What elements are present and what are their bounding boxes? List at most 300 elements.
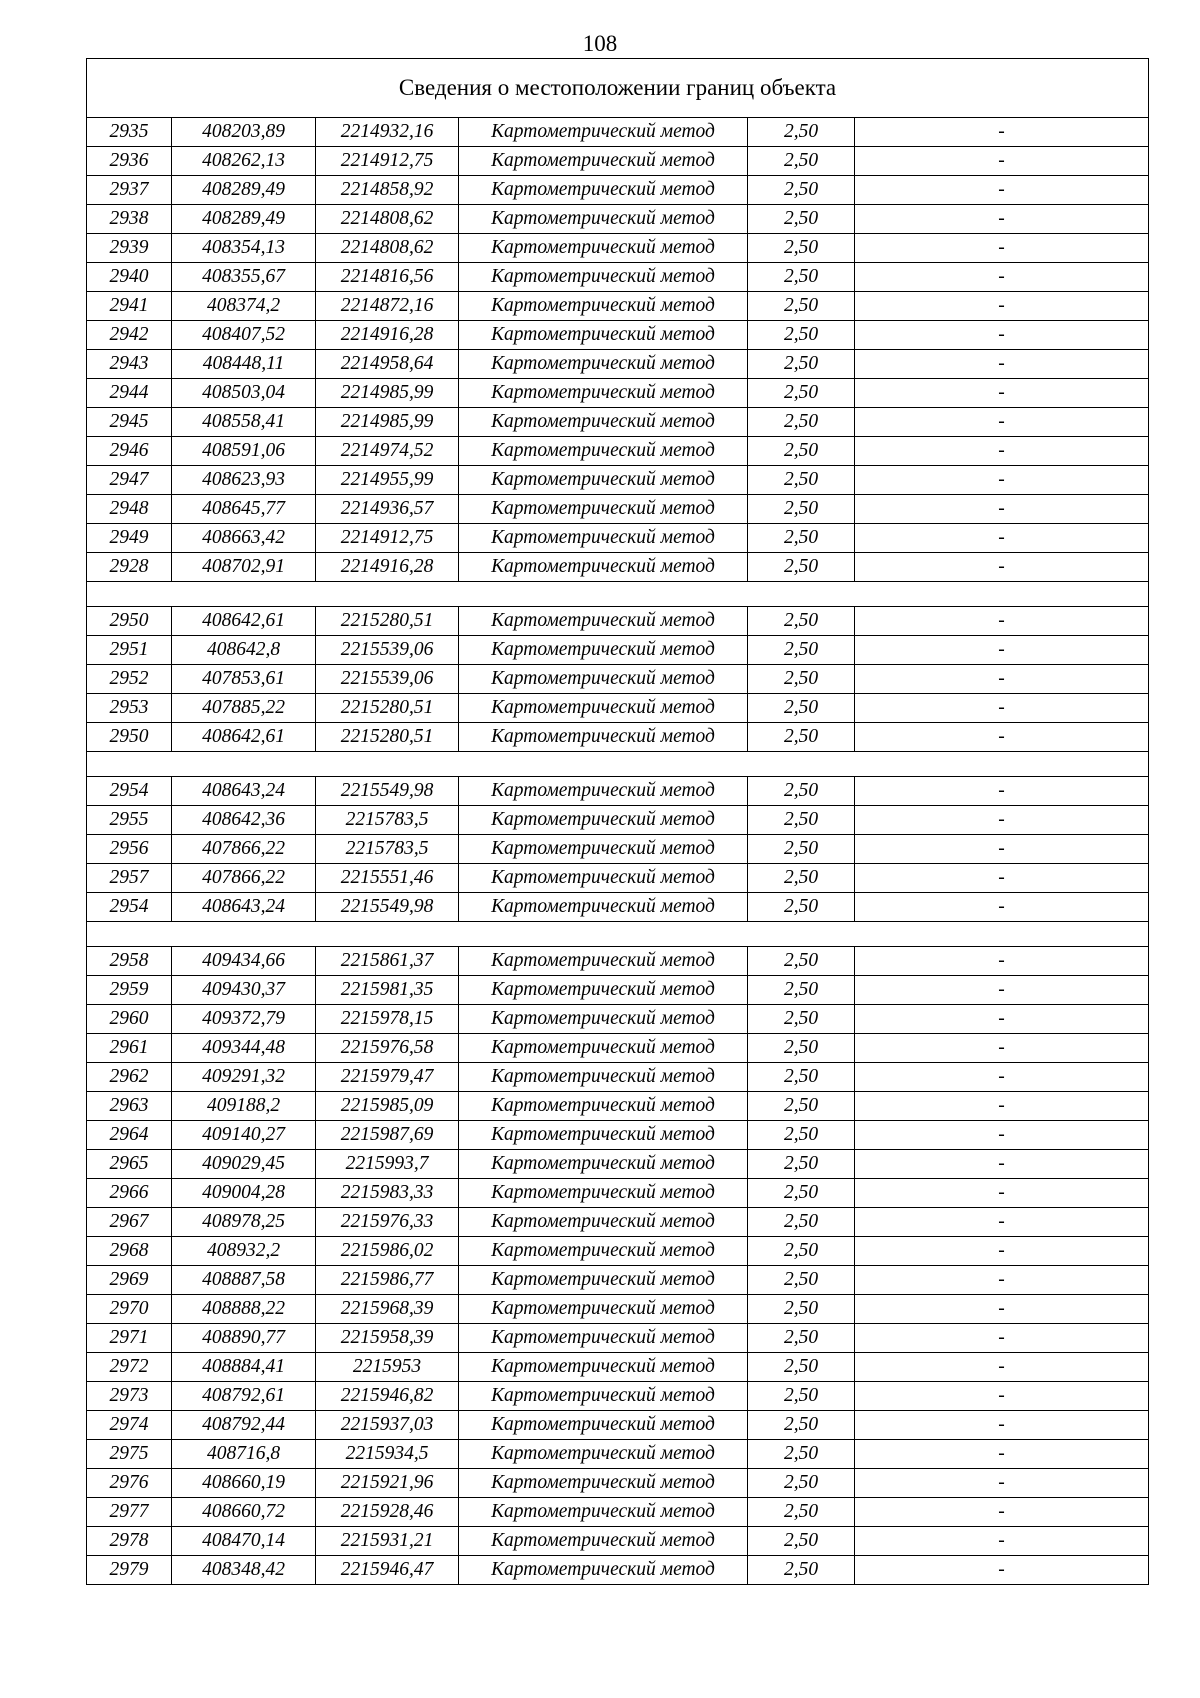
table-row — [87, 263, 1149, 292]
table-row — [87, 1556, 1149, 1585]
description-cell: - — [855, 1121, 1149, 1150]
point-number-cell: 2939 — [87, 234, 172, 263]
y-coordinate-cell: 2215946,82 — [316, 1382, 459, 1411]
accuracy-cell: 2,50 — [748, 1092, 855, 1121]
method-cell: Картометрический метод — [459, 1005, 748, 1034]
table-title-row — [87, 59, 1149, 118]
method-cell: Картометрический метод — [459, 379, 748, 408]
y-coordinate-cell: 2215985,09 — [316, 1092, 459, 1121]
description-cell: - — [855, 777, 1149, 806]
y-coordinate-cell: 2214936,57 — [316, 495, 459, 524]
description-cell: - — [855, 1150, 1149, 1179]
method-cell: Картометрический метод — [459, 723, 748, 752]
point-number-cell: 2959 — [87, 976, 172, 1005]
boundary-table — [86, 58, 1149, 1585]
x-coordinate-cell: 407866,22 — [172, 835, 316, 864]
point-number-cell: 2956 — [87, 835, 172, 864]
accuracy-cell: 2,50 — [748, 147, 855, 176]
x-coordinate-cell: 409140,27 — [172, 1121, 316, 1150]
x-coordinate-cell: 408642,61 — [172, 723, 316, 752]
table-row — [87, 607, 1149, 636]
table-row — [87, 694, 1149, 723]
point-number-cell: 2958 — [87, 947, 172, 976]
point-number-cell: 2950 — [87, 723, 172, 752]
method-cell: Картометрический метод — [459, 263, 748, 292]
y-coordinate-cell: 2214932,16 — [316, 118, 459, 147]
method-cell: Картометрический метод — [459, 1353, 748, 1382]
accuracy-cell: 2,50 — [748, 947, 855, 976]
x-coordinate-cell: 408407,52 — [172, 321, 316, 350]
accuracy-cell: 2,50 — [748, 234, 855, 263]
point-number-cell: 2928 — [87, 553, 172, 582]
table-row — [87, 118, 1149, 147]
method-cell: Картометрический метод — [459, 1324, 748, 1353]
accuracy-cell: 2,50 — [748, 437, 855, 466]
contour-separator-cell — [87, 922, 1149, 947]
accuracy-cell: 2,50 — [748, 408, 855, 437]
description-cell: - — [855, 1498, 1149, 1527]
y-coordinate-cell: 2215549,98 — [316, 893, 459, 922]
x-coordinate-cell: 408623,93 — [172, 466, 316, 495]
y-coordinate-cell: 2215979,47 — [316, 1063, 459, 1092]
x-coordinate-cell: 408978,25 — [172, 1208, 316, 1237]
accuracy-cell: 2,50 — [748, 176, 855, 205]
table-row — [87, 1005, 1149, 1034]
description-cell: - — [855, 947, 1149, 976]
point-number-cell: 2972 — [87, 1353, 172, 1382]
y-coordinate-cell: 2214808,62 — [316, 234, 459, 263]
accuracy-cell: 2,50 — [748, 1556, 855, 1585]
y-coordinate-cell: 2215549,98 — [316, 777, 459, 806]
method-cell: Картометрический метод — [459, 1092, 748, 1121]
accuracy-cell: 2,50 — [748, 1498, 855, 1527]
method-cell: Картометрический метод — [459, 835, 748, 864]
description-cell: - — [855, 1063, 1149, 1092]
y-coordinate-cell: 2215976,33 — [316, 1208, 459, 1237]
method-cell: Картометрический метод — [459, 1556, 748, 1585]
description-cell: - — [855, 1440, 1149, 1469]
table-row — [87, 976, 1149, 1005]
point-number-cell: 2946 — [87, 437, 172, 466]
table-row — [87, 1121, 1149, 1150]
accuracy-cell: 2,50 — [748, 1266, 855, 1295]
y-coordinate-cell: 2215976,58 — [316, 1034, 459, 1063]
point-number-cell: 2955 — [87, 806, 172, 835]
point-number-cell: 2964 — [87, 1121, 172, 1150]
accuracy-cell: 2,50 — [748, 1295, 855, 1324]
accuracy-cell: 2,50 — [748, 1179, 855, 1208]
x-coordinate-cell: 408645,77 — [172, 495, 316, 524]
accuracy-cell: 2,50 — [748, 379, 855, 408]
x-coordinate-cell: 408642,36 — [172, 806, 316, 835]
contour-separator-row — [87, 922, 1149, 947]
point-number-cell: 2974 — [87, 1411, 172, 1440]
y-coordinate-cell: 2215946,47 — [316, 1556, 459, 1585]
y-coordinate-cell: 2215921,96 — [316, 1469, 459, 1498]
description-cell: - — [855, 379, 1149, 408]
description-cell: - — [855, 408, 1149, 437]
description-cell: - — [855, 607, 1149, 636]
method-cell: Картометрический метод — [459, 292, 748, 321]
table-row — [87, 1295, 1149, 1324]
method-cell: Картометрический метод — [459, 1382, 748, 1411]
y-coordinate-cell: 2215928,46 — [316, 1498, 459, 1527]
table-row — [87, 864, 1149, 893]
description-cell: - — [855, 1092, 1149, 1121]
table-row — [87, 893, 1149, 922]
y-coordinate-cell: 2215931,21 — [316, 1527, 459, 1556]
accuracy-cell: 2,50 — [748, 1005, 855, 1034]
table-row — [87, 437, 1149, 466]
description-cell: - — [855, 321, 1149, 350]
description-cell: - — [855, 1556, 1149, 1585]
method-cell: Картометрический метод — [459, 147, 748, 176]
method-cell: Картометрический метод — [459, 607, 748, 636]
accuracy-cell: 2,50 — [748, 1063, 855, 1092]
method-cell: Картометрический метод — [459, 694, 748, 723]
description-cell: - — [855, 806, 1149, 835]
x-coordinate-cell: 408448,11 — [172, 350, 316, 379]
y-coordinate-cell: 2215280,51 — [316, 694, 459, 723]
table-row — [87, 806, 1149, 835]
point-number-cell: 2945 — [87, 408, 172, 437]
description-cell: - — [855, 1237, 1149, 1266]
table-row — [87, 350, 1149, 379]
method-cell: Картометрический метод — [459, 350, 748, 379]
x-coordinate-cell: 408355,67 — [172, 263, 316, 292]
description-cell: - — [855, 1005, 1149, 1034]
description-cell: - — [855, 694, 1149, 723]
x-coordinate-cell: 408470,14 — [172, 1527, 316, 1556]
table-title: Сведения о местоположении границ объекта — [87, 59, 1149, 118]
point-number-cell: 2954 — [87, 777, 172, 806]
description-cell: - — [855, 553, 1149, 582]
accuracy-cell: 2,50 — [748, 118, 855, 147]
point-number-cell: 2948 — [87, 495, 172, 524]
point-number-cell: 2943 — [87, 350, 172, 379]
accuracy-cell: 2,50 — [748, 1527, 855, 1556]
description-cell: - — [855, 864, 1149, 893]
y-coordinate-cell: 2214808,62 — [316, 205, 459, 234]
point-number-cell: 2969 — [87, 1266, 172, 1295]
table-row — [87, 1092, 1149, 1121]
x-coordinate-cell: 409188,2 — [172, 1092, 316, 1121]
boundary-table-container — [86, 58, 1148, 1585]
x-coordinate-cell: 408643,24 — [172, 893, 316, 922]
point-number-cell: 2944 — [87, 379, 172, 408]
table-row — [87, 1179, 1149, 1208]
accuracy-cell: 2,50 — [748, 1034, 855, 1063]
y-coordinate-cell: 2215783,5 — [316, 806, 459, 835]
description-cell: - — [855, 263, 1149, 292]
x-coordinate-cell: 409344,48 — [172, 1034, 316, 1063]
accuracy-cell: 2,50 — [748, 495, 855, 524]
point-number-cell: 2966 — [87, 1179, 172, 1208]
point-number-cell: 2952 — [87, 665, 172, 694]
method-cell: Картометрический метод — [459, 1179, 748, 1208]
table-row — [87, 636, 1149, 665]
accuracy-cell: 2,50 — [748, 1121, 855, 1150]
description-cell: - — [855, 1411, 1149, 1440]
x-coordinate-cell: 409291,32 — [172, 1063, 316, 1092]
point-number-cell: 2960 — [87, 1005, 172, 1034]
description-cell: - — [855, 723, 1149, 752]
description-cell: - — [855, 1208, 1149, 1237]
table-row — [87, 1063, 1149, 1092]
x-coordinate-cell: 408716,8 — [172, 1440, 316, 1469]
table-row — [87, 524, 1149, 553]
x-coordinate-cell: 409029,45 — [172, 1150, 316, 1179]
y-coordinate-cell: 2214958,64 — [316, 350, 459, 379]
y-coordinate-cell: 2214912,75 — [316, 524, 459, 553]
table-row — [87, 947, 1149, 976]
x-coordinate-cell: 407853,61 — [172, 665, 316, 694]
method-cell: Картометрический метод — [459, 408, 748, 437]
method-cell: Картометрический метод — [459, 1469, 748, 1498]
accuracy-cell: 2,50 — [748, 893, 855, 922]
x-coordinate-cell: 408591,06 — [172, 437, 316, 466]
method-cell: Картометрический метод — [459, 1527, 748, 1556]
table-row — [87, 1469, 1149, 1498]
x-coordinate-cell: 408887,58 — [172, 1266, 316, 1295]
method-cell: Картометрический метод — [459, 1266, 748, 1295]
table-row — [87, 408, 1149, 437]
method-cell: Картометрический метод — [459, 806, 748, 835]
accuracy-cell: 2,50 — [748, 607, 855, 636]
method-cell: Картометрический метод — [459, 495, 748, 524]
point-number-cell: 2968 — [87, 1237, 172, 1266]
y-coordinate-cell: 2214985,99 — [316, 408, 459, 437]
y-coordinate-cell: 2215937,03 — [316, 1411, 459, 1440]
x-coordinate-cell: 408642,61 — [172, 607, 316, 636]
x-coordinate-cell: 408289,49 — [172, 176, 316, 205]
description-cell: - — [855, 1295, 1149, 1324]
point-number-cell: 2971 — [87, 1324, 172, 1353]
accuracy-cell: 2,50 — [748, 665, 855, 694]
x-coordinate-cell: 408888,22 — [172, 1295, 316, 1324]
description-cell: - — [855, 1353, 1149, 1382]
x-coordinate-cell: 408374,2 — [172, 292, 316, 321]
table-row — [87, 466, 1149, 495]
table-row — [87, 495, 1149, 524]
y-coordinate-cell: 2215280,51 — [316, 723, 459, 752]
point-number-cell: 2935 — [87, 118, 172, 147]
y-coordinate-cell: 2214916,28 — [316, 321, 459, 350]
table-row — [87, 1527, 1149, 1556]
description-cell: - — [855, 835, 1149, 864]
description-cell: - — [855, 292, 1149, 321]
point-number-cell: 2950 — [87, 607, 172, 636]
x-coordinate-cell: 408663,42 — [172, 524, 316, 553]
method-cell: Картометрический метод — [459, 553, 748, 582]
method-cell: Картометрический метод — [459, 1237, 748, 1266]
method-cell: Картометрический метод — [459, 1295, 748, 1324]
accuracy-cell: 2,50 — [748, 1208, 855, 1237]
point-number-cell: 2953 — [87, 694, 172, 723]
point-number-cell: 2940 — [87, 263, 172, 292]
description-cell: - — [855, 205, 1149, 234]
x-coordinate-cell: 408348,42 — [172, 1556, 316, 1585]
point-number-cell: 2973 — [87, 1382, 172, 1411]
x-coordinate-cell: 407885,22 — [172, 694, 316, 723]
x-coordinate-cell: 408558,41 — [172, 408, 316, 437]
method-cell: Картометрический метод — [459, 1411, 748, 1440]
accuracy-cell: 2,50 — [748, 723, 855, 752]
method-cell: Картометрический метод — [459, 777, 748, 806]
x-coordinate-cell: 408643,24 — [172, 777, 316, 806]
table-row — [87, 665, 1149, 694]
x-coordinate-cell: 408503,04 — [172, 379, 316, 408]
y-coordinate-cell: 2215978,15 — [316, 1005, 459, 1034]
table-row — [87, 723, 1149, 752]
accuracy-cell: 2,50 — [748, 864, 855, 893]
y-coordinate-cell: 2214858,92 — [316, 176, 459, 205]
y-coordinate-cell: 2215539,06 — [316, 636, 459, 665]
point-number-cell: 2976 — [87, 1469, 172, 1498]
description-cell: - — [855, 1527, 1149, 1556]
table-row — [87, 147, 1149, 176]
description-cell: - — [855, 176, 1149, 205]
method-cell: Картометрический метод — [459, 665, 748, 694]
x-coordinate-cell: 408884,41 — [172, 1353, 316, 1382]
method-cell: Картометрический метод — [459, 321, 748, 350]
accuracy-cell: 2,50 — [748, 553, 855, 582]
x-coordinate-cell: 408203,89 — [172, 118, 316, 147]
description-cell: - — [855, 524, 1149, 553]
accuracy-cell: 2,50 — [748, 1324, 855, 1353]
description-cell: - — [855, 495, 1149, 524]
x-coordinate-cell: 408792,61 — [172, 1382, 316, 1411]
table-row — [87, 234, 1149, 263]
accuracy-cell: 2,50 — [748, 350, 855, 379]
x-coordinate-cell: 409004,28 — [172, 1179, 316, 1208]
y-coordinate-cell: 2215958,39 — [316, 1324, 459, 1353]
x-coordinate-cell: 408289,49 — [172, 205, 316, 234]
description-cell: - — [855, 1179, 1149, 1208]
method-cell: Картометрический метод — [459, 1063, 748, 1092]
y-coordinate-cell: 2215280,51 — [316, 607, 459, 636]
description-cell: - — [855, 665, 1149, 694]
point-number-cell: 2965 — [87, 1150, 172, 1179]
table-row — [87, 1237, 1149, 1266]
table-row — [87, 1498, 1149, 1527]
description-cell: - — [855, 976, 1149, 1005]
method-cell: Картометрический метод — [459, 1034, 748, 1063]
description-cell: - — [855, 1382, 1149, 1411]
table-row — [87, 379, 1149, 408]
contour-separator-cell — [87, 752, 1149, 777]
description-cell: - — [855, 147, 1149, 176]
method-cell: Картометрический метод — [459, 1150, 748, 1179]
description-cell: - — [855, 1324, 1149, 1353]
y-coordinate-cell: 2215861,37 — [316, 947, 459, 976]
accuracy-cell: 2,50 — [748, 205, 855, 234]
accuracy-cell: 2,50 — [748, 835, 855, 864]
description-cell: - — [855, 118, 1149, 147]
description-cell: - — [855, 1266, 1149, 1295]
y-coordinate-cell: 2214916,28 — [316, 553, 459, 582]
x-coordinate-cell: 408932,2 — [172, 1237, 316, 1266]
accuracy-cell: 2,50 — [748, 292, 855, 321]
description-cell: - — [855, 1469, 1149, 1498]
contour-separator-row — [87, 752, 1149, 777]
point-number-cell: 2962 — [87, 1063, 172, 1092]
x-coordinate-cell: 408702,91 — [172, 553, 316, 582]
table-row — [87, 1034, 1149, 1063]
accuracy-cell: 2,50 — [748, 1411, 855, 1440]
x-coordinate-cell: 409372,79 — [172, 1005, 316, 1034]
point-number-cell: 2947 — [87, 466, 172, 495]
point-number-cell: 2937 — [87, 176, 172, 205]
x-coordinate-cell: 408262,13 — [172, 147, 316, 176]
x-coordinate-cell: 408660,19 — [172, 1469, 316, 1498]
method-cell: Картометрический метод — [459, 466, 748, 495]
y-coordinate-cell: 2215986,77 — [316, 1266, 459, 1295]
table-row — [87, 1382, 1149, 1411]
accuracy-cell: 2,50 — [748, 1382, 855, 1411]
method-cell: Картометрический метод — [459, 118, 748, 147]
accuracy-cell: 2,50 — [748, 636, 855, 665]
description-cell: - — [855, 350, 1149, 379]
point-number-cell: 2938 — [87, 205, 172, 234]
point-number-cell: 2967 — [87, 1208, 172, 1237]
y-coordinate-cell: 2214816,56 — [316, 263, 459, 292]
table-row — [87, 1208, 1149, 1237]
y-coordinate-cell: 2215934,5 — [316, 1440, 459, 1469]
y-coordinate-cell: 2215968,39 — [316, 1295, 459, 1324]
x-coordinate-cell: 408642,8 — [172, 636, 316, 665]
x-coordinate-cell: 408890,77 — [172, 1324, 316, 1353]
table-row — [87, 835, 1149, 864]
point-number-cell: 2951 — [87, 636, 172, 665]
point-number-cell: 2977 — [87, 1498, 172, 1527]
point-number-cell: 2942 — [87, 321, 172, 350]
accuracy-cell: 2,50 — [748, 976, 855, 1005]
contour-separator-cell — [87, 582, 1149, 607]
table-row — [87, 292, 1149, 321]
point-number-cell: 2954 — [87, 893, 172, 922]
y-coordinate-cell: 2214955,99 — [316, 466, 459, 495]
point-number-cell: 2975 — [87, 1440, 172, 1469]
table-row — [87, 1353, 1149, 1382]
table-row — [87, 1150, 1149, 1179]
accuracy-cell: 2,50 — [748, 777, 855, 806]
point-number-cell: 2961 — [87, 1034, 172, 1063]
point-number-cell: 2963 — [87, 1092, 172, 1121]
description-cell: - — [855, 437, 1149, 466]
description-cell: - — [855, 893, 1149, 922]
y-coordinate-cell: 2215783,5 — [316, 835, 459, 864]
method-cell: Картометрический метод — [459, 1440, 748, 1469]
point-number-cell: 2978 — [87, 1527, 172, 1556]
table-row — [87, 205, 1149, 234]
table-row — [87, 553, 1149, 582]
y-coordinate-cell: 2214985,99 — [316, 379, 459, 408]
point-number-cell: 2970 — [87, 1295, 172, 1324]
point-number-cell: 2949 — [87, 524, 172, 553]
accuracy-cell: 2,50 — [748, 466, 855, 495]
method-cell: Картометрический метод — [459, 947, 748, 976]
accuracy-cell: 2,50 — [748, 263, 855, 292]
y-coordinate-cell: 2214872,16 — [316, 292, 459, 321]
x-coordinate-cell: 408660,72 — [172, 1498, 316, 1527]
page-number: 108 — [582, 31, 618, 56]
y-coordinate-cell: 2215539,06 — [316, 665, 459, 694]
accuracy-cell: 2,50 — [748, 806, 855, 835]
y-coordinate-cell: 2215551,46 — [316, 864, 459, 893]
accuracy-cell: 2,50 — [748, 1440, 855, 1469]
method-cell: Картометрический метод — [459, 636, 748, 665]
